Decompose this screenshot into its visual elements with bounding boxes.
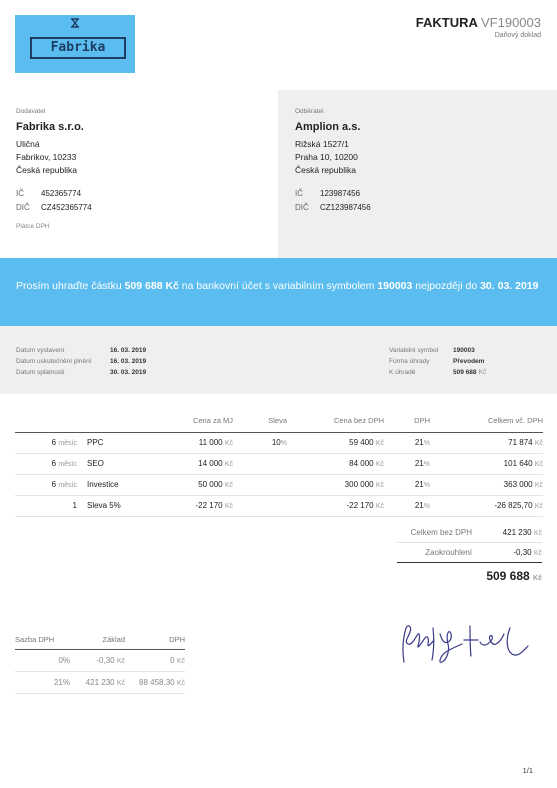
parties-section [0, 90, 557, 258]
hourglass-icon [69, 18, 81, 28]
due-row [16, 367, 146, 378]
vat-base: 421 230 [85, 677, 115, 687]
supplier-street: Uličná [16, 139, 40, 149]
rounding-label: Zaokrouhlení [425, 548, 472, 557]
grand-total [397, 563, 542, 583]
table-row [15, 495, 543, 516]
item-vat: 21 [414, 459, 424, 468]
table-row [15, 453, 543, 474]
banner-vs: 190003 [377, 280, 413, 292]
vat-amount: 0 [170, 655, 175, 665]
supplier-city: Fabrikov, 10233 [16, 152, 77, 162]
item-vat: 21 [414, 438, 424, 447]
customer-country: Česká republika [295, 165, 356, 175]
grand-total-value: 509 688 [486, 569, 530, 583]
net-total-value: 421 230 [502, 528, 532, 537]
invoice-label: FAKTURA [415, 15, 478, 30]
item-qty: 1 [72, 501, 77, 510]
invoice-subtitle: Daňový doklad [494, 32, 541, 39]
banner-amount: 509 688 Kč [124, 280, 179, 292]
item-price-currency: Kč [224, 503, 233, 510]
item-net: 300 000 [344, 480, 374, 489]
vat-amount-currency: Kč [176, 679, 185, 687]
totals-block [397, 523, 542, 583]
issued-label: Datum vystavení [16, 347, 65, 354]
item-name: Investice [87, 480, 119, 489]
vat-summary-table [15, 631, 185, 694]
logo-text: Fabrika [50, 40, 106, 55]
item-discount-unit: % [280, 440, 287, 447]
item-price-currency: Kč [224, 461, 233, 468]
net-total-label: Celkem bez DPH [410, 528, 472, 537]
supplier-ic-label: IČ [16, 189, 24, 198]
item-net-currency: Kč [375, 461, 384, 468]
item-price: 14 000 [198, 459, 223, 468]
item-price-currency: Kč [224, 482, 233, 489]
invoice-title [416, 15, 541, 30]
issued-row [16, 345, 146, 356]
rounding-currency: Kč [533, 550, 542, 557]
item-unit: měsíc [58, 461, 77, 468]
customer-city: Praha 10, 10200 [295, 152, 358, 162]
col-vat-amount: DPH [125, 631, 185, 649]
vat-base-currency: Kč [116, 657, 125, 665]
issued-date: 16. 03. 2019 [110, 347, 147, 354]
banner-text-3: nejpozději do [412, 280, 481, 292]
method-row [389, 356, 484, 367]
item-vat: 21 [414, 480, 424, 489]
supplier-dic-label: DIČ [16, 203, 30, 212]
dates-section [0, 326, 557, 394]
col-discount: Sleva [233, 414, 287, 432]
item-net-currency: Kč [375, 482, 384, 489]
customer-name: Amplion a.s. [295, 121, 361, 133]
topay-value: 509 688 [453, 369, 477, 376]
item-name: PPC [87, 438, 104, 447]
customer-label: Odběratel [295, 108, 324, 115]
table-row [15, 649, 185, 671]
company-logo [15, 15, 135, 73]
item-vat: 21 [414, 501, 424, 510]
item-net-currency: Kč [375, 503, 384, 510]
items-table [15, 414, 543, 517]
supplier-ic: 452365774 [41, 189, 82, 198]
item-total: 101 640 [503, 459, 533, 468]
method-value: Převodem [453, 358, 485, 365]
vs-row [389, 345, 475, 356]
item-total-currency: Kč [534, 503, 543, 510]
item-unit: měsíc [58, 482, 77, 489]
col-vat: DPH [384, 414, 430, 432]
invoice-number: VF190003 [481, 15, 541, 30]
supplier-dic: CZ452365774 [41, 203, 92, 212]
item-qty: 6 [51, 459, 57, 468]
vat-amount-currency: Kč [176, 657, 185, 665]
vat-base-currency: Kč [116, 679, 125, 687]
item-net: 59 400 [349, 438, 374, 447]
item-name: SEO [87, 459, 104, 468]
item-total: 71 874 [508, 438, 533, 447]
customer-dic-label: DIČ [295, 203, 309, 212]
supplier-country: Česká republika [16, 165, 77, 175]
taxable-date: 16. 03. 2019 [110, 358, 147, 365]
col-unit-price: Cena za MJ [187, 414, 233, 432]
customer-block [278, 90, 557, 258]
item-vat-unit: % [423, 461, 430, 468]
due-label: Datum splatnosti [16, 369, 65, 376]
method-label: Forma úhrady [389, 358, 430, 365]
net-total-currency: Kč [533, 530, 542, 537]
table-row [15, 474, 543, 495]
vat-rate: 0% [15, 649, 70, 671]
customer-ids [295, 187, 557, 215]
item-vat-unit: % [423, 482, 430, 489]
page-number: 1/1 [522, 766, 533, 775]
col-vat-rate: Sazba DPH [15, 631, 70, 649]
net-total-row [397, 523, 542, 543]
logo-frame [30, 37, 126, 59]
item-total-currency: Kč [534, 440, 543, 447]
table-row [15, 432, 543, 453]
signature-image [398, 620, 538, 668]
vs-label: Variabilní symbol [389, 347, 439, 354]
item-discount: 10 [271, 438, 281, 447]
vat-amount: 88 458,30 [139, 677, 175, 687]
item-qty: 6 [51, 480, 57, 489]
item-total: -26 825,70 [494, 501, 533, 510]
item-net: 84 000 [349, 459, 374, 468]
supplier-ids [16, 187, 278, 215]
item-qty: 6 [51, 438, 57, 447]
customer-ic: 123987456 [320, 189, 361, 198]
items-header-row [15, 414, 543, 432]
banner-text-2: na bankovní účet s variabilním symbolem [178, 280, 378, 292]
item-price: 50 000 [198, 480, 223, 489]
item-vat-unit: % [423, 503, 430, 510]
due-date: 30. 03. 2019 [110, 369, 147, 376]
rounding-value: -0,30 [513, 548, 532, 557]
col-vat-base: Základ [70, 631, 125, 649]
vat-base: -0,30 [96, 655, 115, 665]
supplier-label: Dodavatel [16, 108, 46, 115]
vs-value: 190003 [453, 347, 475, 354]
customer-street: Rižská 1527/1 [295, 139, 349, 149]
vat-payer-note: Plátce DPH [16, 223, 50, 230]
grand-total-currency: Kč [533, 575, 542, 582]
item-price: -22 170 [195, 501, 223, 510]
banner-text-1: Prosím uhraďte částku [16, 280, 125, 292]
vat-rate: 21% [15, 671, 70, 693]
rounding-row [397, 543, 542, 563]
col-total: Celkem vč. DPH [430, 414, 543, 432]
col-net: Cena bez DPH [287, 414, 384, 432]
taxable-label: Datum uskutečnění plnění [16, 358, 92, 365]
item-price-currency: Kč [224, 440, 233, 447]
topay-currency: Kč [478, 369, 487, 376]
banner-due: 30. 03. 2019 [480, 280, 539, 292]
item-price: 11 000 [198, 438, 223, 447]
table-row [15, 671, 185, 693]
item-net-currency: Kč [375, 440, 384, 447]
item-net: -22 170 [346, 501, 374, 510]
item-total-currency: Kč [534, 461, 543, 468]
customer-ic-label: IČ [295, 189, 303, 198]
supplier-name: Fabrika s.r.o. [16, 121, 84, 133]
payment-banner [0, 258, 557, 326]
item-vat-unit: % [423, 440, 430, 447]
item-unit: měsíc [58, 440, 77, 447]
taxable-row [16, 356, 146, 367]
customer-dic: CZ123987456 [320, 203, 371, 212]
item-total-currency: Kč [534, 482, 543, 489]
supplier-block [0, 90, 278, 258]
item-total: 363 000 [503, 480, 533, 489]
topay-label: K úhradě [389, 369, 416, 376]
item-name: Sleva 5% [87, 501, 121, 510]
topay-row [389, 367, 486, 378]
vat-header-row [15, 631, 185, 649]
